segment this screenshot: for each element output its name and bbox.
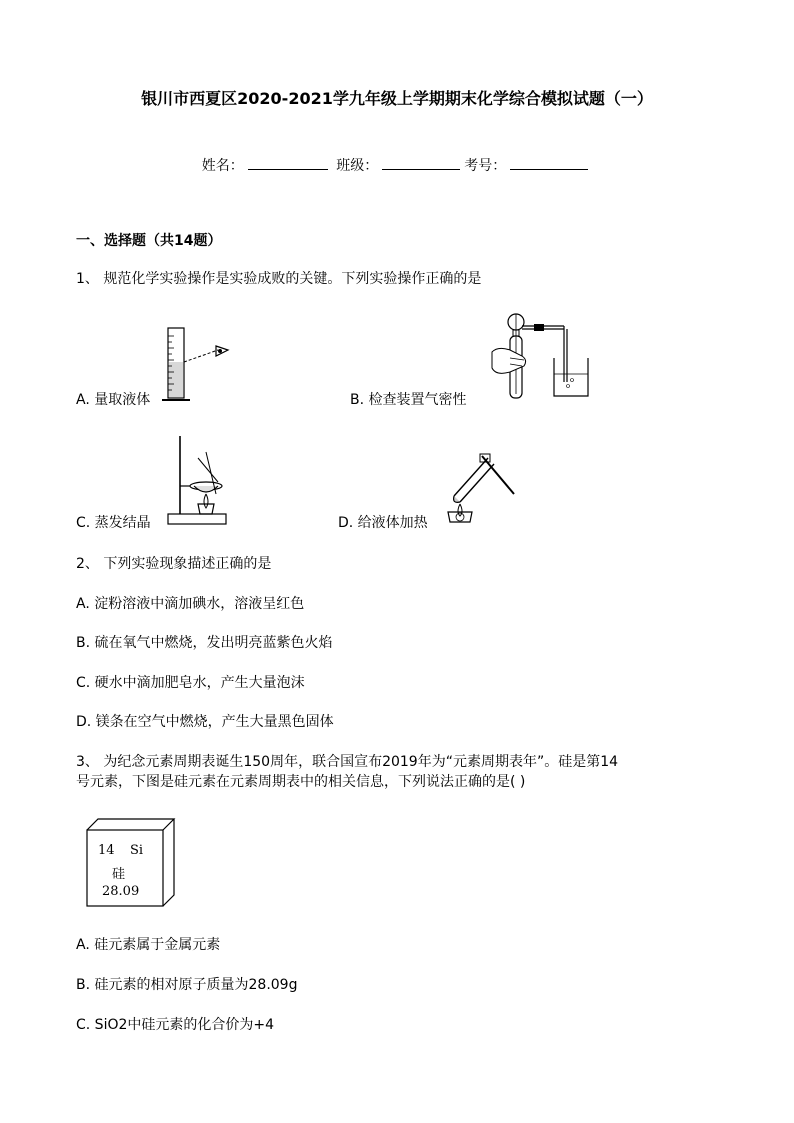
class-label: 班级： xyxy=(336,158,379,174)
name-blank xyxy=(248,155,328,170)
exam-no-blank xyxy=(510,155,588,170)
class-blank xyxy=(382,155,460,170)
q2-option-a: A. 淀粉溶液中滴加碘水，溶液呈红色 xyxy=(76,596,305,612)
q3-option-c: C. SiO2中硅元素的化合价为+4 xyxy=(76,1017,275,1033)
q2-option-c: C. 硬水中滴加肥皂水，产生大量泡沫 xyxy=(76,675,305,691)
q1-option-b: B. 检查装置气密性 xyxy=(350,392,467,408)
question-3-stem-line1: 3、 为纪念元素周期表诞生150周年，联合国宣布2019年为“元素周期表年”。硅是第14 xyxy=(76,754,619,770)
q2-option-b: B. 硫在氧气中燃烧，发出明亮蓝紫色火焰 xyxy=(76,635,333,651)
q1-option-c: C. 蒸发结晶 xyxy=(76,515,151,531)
q3-option-a: A. 硅元素属于金属元素 xyxy=(76,937,221,953)
figure-heating-liquid xyxy=(440,450,522,526)
question-2-stem: 2、 下列实验现象描述正确的是 xyxy=(76,556,272,572)
element-name: 硅 xyxy=(112,867,126,882)
student-info-line xyxy=(0,155,794,175)
element-atomic-mass: 28.09 xyxy=(102,884,140,899)
q1-option-d: D. 给液体加热 xyxy=(338,515,428,531)
q2-option-d: D. 镁条在空气中燃烧，产生大量黑色固体 xyxy=(76,714,334,730)
exam-no-label: 考号： xyxy=(464,158,507,174)
question-3-stem-line2: 号元素，下图是硅元素在元素周期表中的相关信息，下列说法正确的是( ) xyxy=(76,774,526,790)
figure-measuring-liquid xyxy=(160,326,232,406)
page-title: 银川市西夏区2020-2021学九年级上学期期末化学综合模拟试题（一） xyxy=(141,89,653,108)
element-symbol: Si xyxy=(130,843,144,858)
question-1-stem: 1、 规范化学实验操作是实验成败的关键。下列实验操作正确的是 xyxy=(76,271,482,287)
figure-airtightness-check xyxy=(488,310,600,402)
figure-evaporation xyxy=(166,432,228,526)
name-label: 姓名： xyxy=(201,158,244,174)
element-atomic-number: 14 xyxy=(98,843,115,858)
element-silicon-cell xyxy=(84,816,178,910)
section-heading: 一、选择题（共14题） xyxy=(76,233,222,249)
q3-option-b: B. 硅元素的相对原子质量为28.09g xyxy=(76,977,298,993)
q1-option-a: A. 量取液体 xyxy=(76,392,151,408)
